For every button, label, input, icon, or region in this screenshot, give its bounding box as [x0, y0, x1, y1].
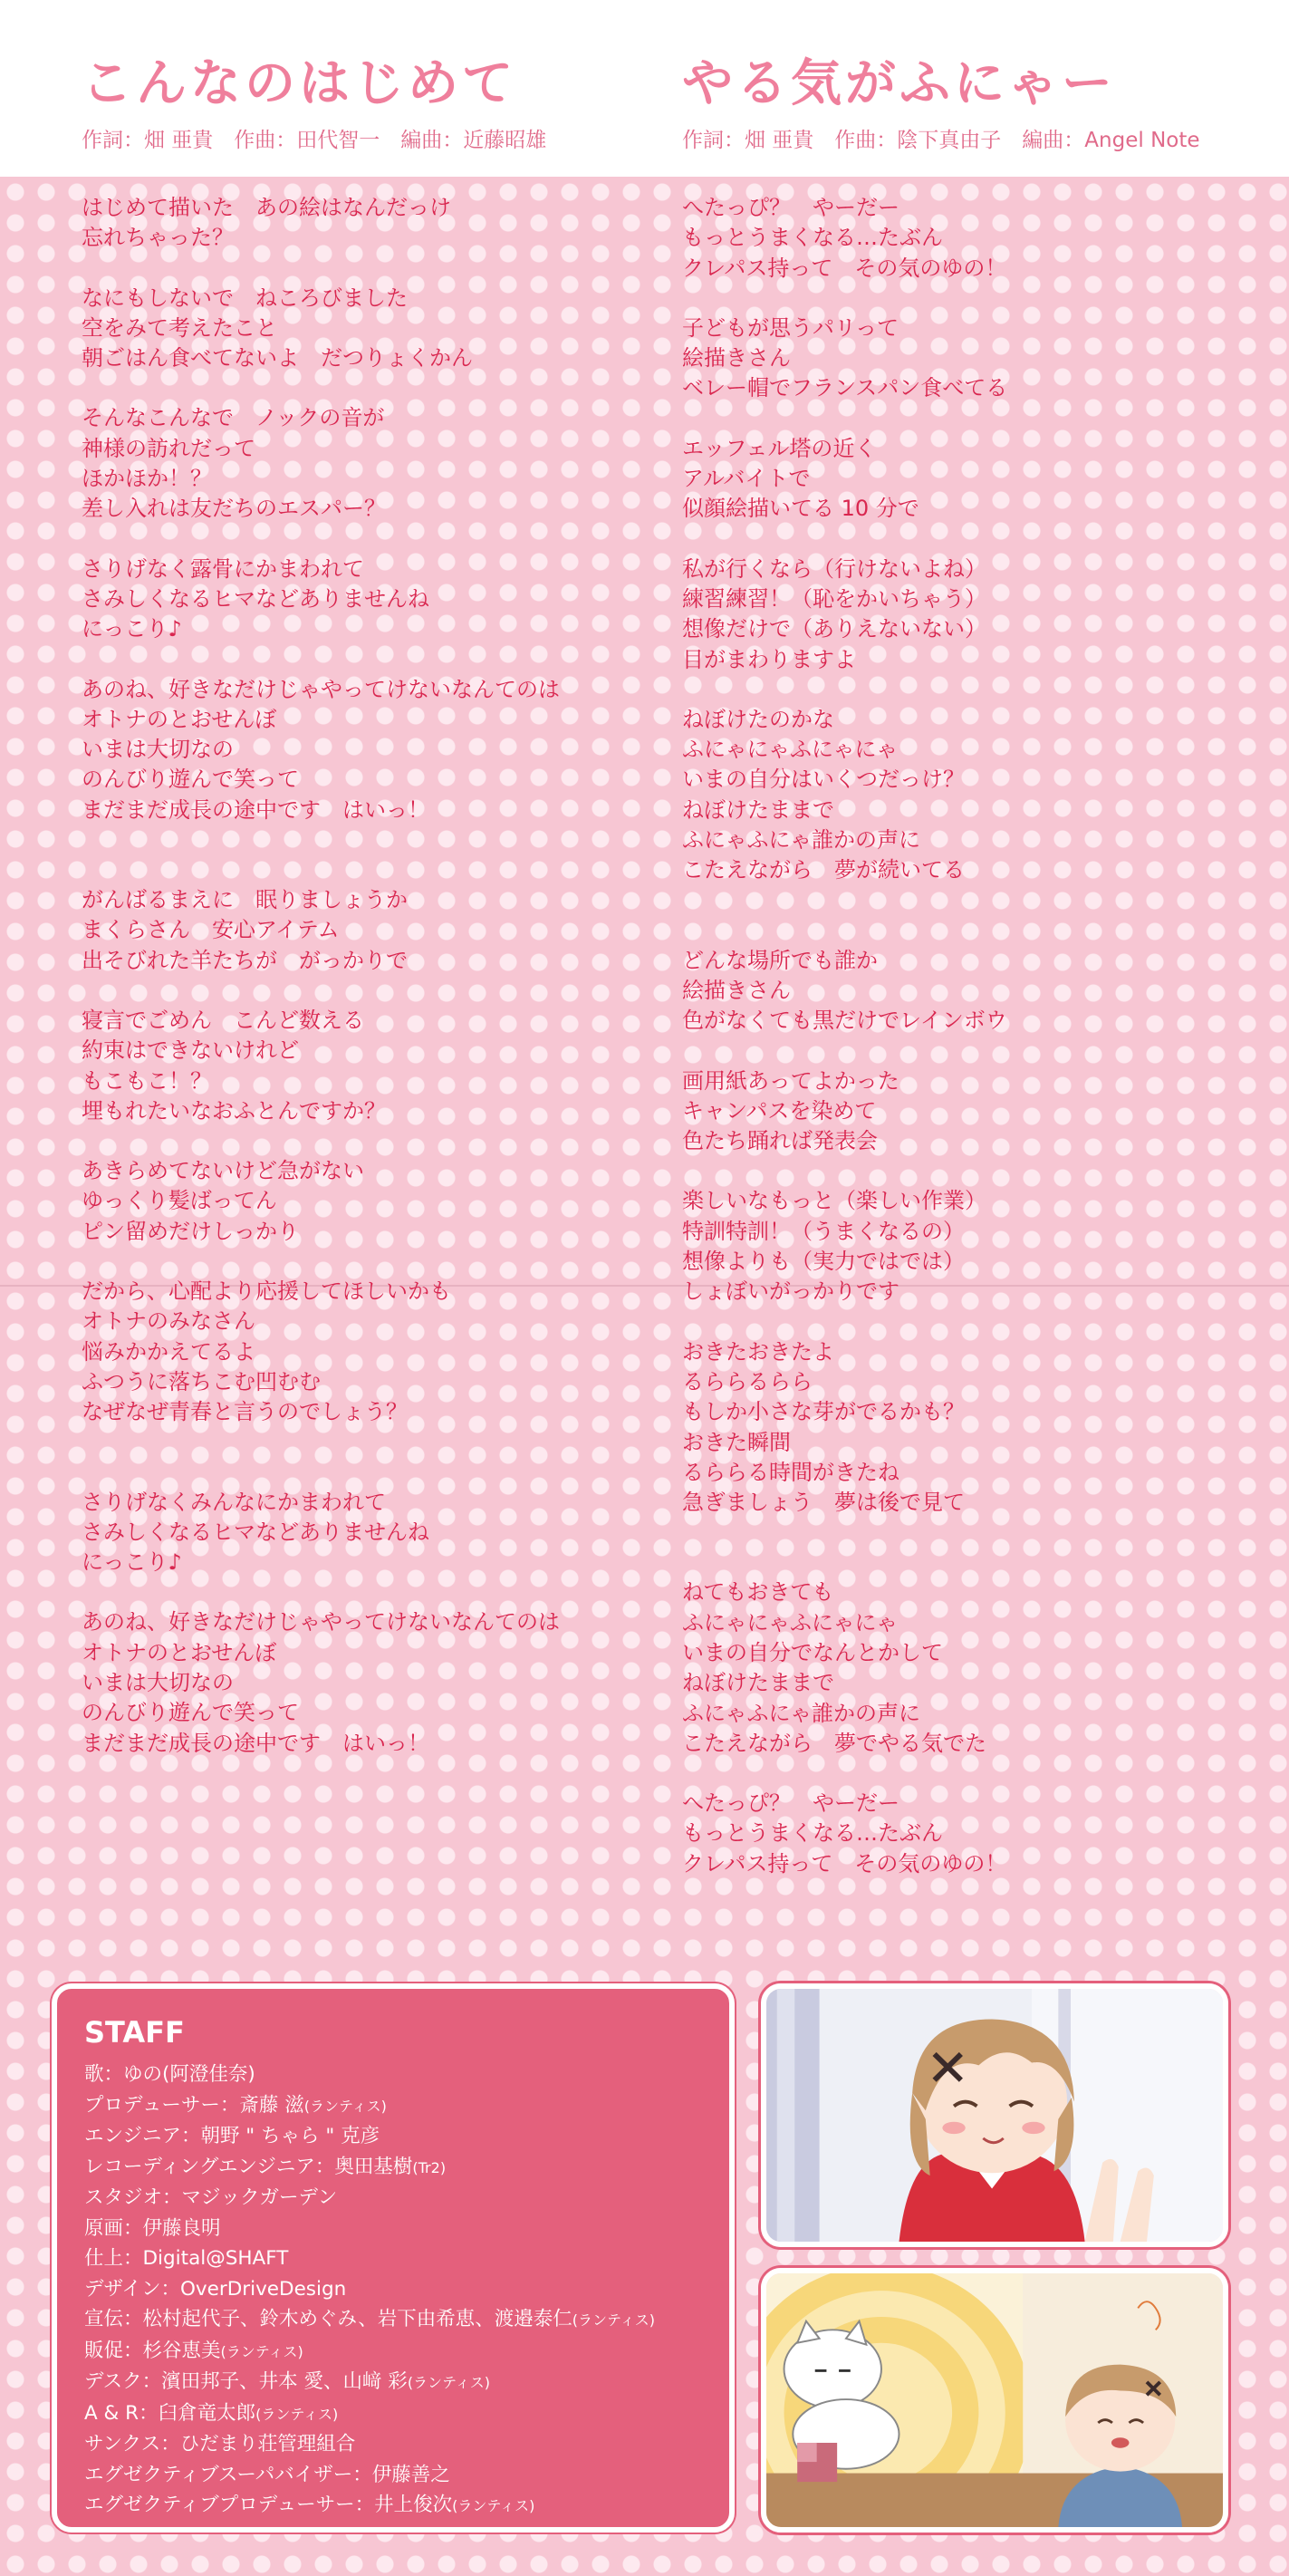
staff-credit-text: A & R：臼倉竜太郎: [84, 2401, 256, 2425]
staff-list: [84, 2060, 655, 2522]
staff-affiliation: (ランティス): [220, 2342, 303, 2360]
lyric-line: ふにゃふにゃ誰かの声に: [682, 827, 921, 854]
lyric-line: クレパス持って その気のゆの！: [682, 255, 1007, 281]
header: [0, 0, 1289, 177]
staff-credit-line: [84, 2090, 655, 2122]
lyric-line: 朝ごはん食べてないよ だつりょくかん: [82, 345, 473, 371]
staff-affiliation: (ランティス): [407, 2374, 491, 2391]
lyric-line: ほかほか！？: [82, 466, 212, 492]
lyric-line: にっこり♪: [82, 616, 182, 642]
lyrics-stanza: [682, 314, 1007, 404]
lyric-line: がんばるまえに 眠りましょうか: [82, 887, 408, 913]
illustration-cat-and-girl: [761, 2268, 1228, 2533]
staff-credit-line: [84, 2367, 655, 2398]
staff-credit-text: エグゼクティブスーパバイザー：伊藤善之: [84, 2463, 450, 2486]
lyric-line: もこもこ！？: [82, 1067, 212, 1094]
lyric-line: 練習練習！（恥をかいちゃう）: [682, 585, 986, 612]
staff-credit-text: 販促：杉谷恵美: [84, 2339, 221, 2362]
staff-credit-text: 宣伝：松村起代子、鈴木めぐみ、岩下由希恵、渡邉泰仁: [84, 2308, 572, 2330]
lyric-line: まだまだ成長の途中です はいっ！: [82, 1730, 429, 1756]
staff-credit-text: エグゼクティブプロデューサー：井上俊次: [84, 2494, 453, 2516]
lyric-line: あきらめてないけど急がない: [82, 1158, 364, 1184]
lyric-line: さりげなく露骨にかまわれて: [82, 555, 364, 582]
lyric-line: さみしくなるヒマなどありませんね: [82, 585, 429, 612]
staff-credit-text: 歌：ゆの(阿澄佳奈): [84, 2063, 255, 2086]
lyric-line: 忘れちゃった？: [82, 225, 234, 251]
lyric-line: どんな場所でも誰か: [682, 947, 878, 973]
lyrics-stanza: [82, 1006, 560, 1126]
lyric-line: エッフェル塔の近く: [682, 435, 877, 461]
lyric-line: だから、心配より応援してほしいかも: [82, 1278, 451, 1305]
lyrics-stanza: [82, 403, 560, 524]
staff-credit-line: [84, 2214, 655, 2244]
lyric-line: 楽しいなもっと（楽しい作業）: [682, 1188, 986, 1214]
staff-credits-box: [52, 1983, 735, 2533]
lyric-line: へたっぴ？ やーだー: [682, 1790, 899, 1817]
staff-credit-line: [84, 2183, 655, 2214]
staff-credit-line: [84, 2060, 655, 2090]
lyrics-stanza: [682, 1577, 1007, 1759]
lyric-line: るららるらら: [682, 1368, 813, 1394]
staff-affiliation: (ランティス): [572, 2311, 656, 2329]
lyric-line: まくらさん 安心アイテム: [82, 917, 340, 943]
lyrics-stanza: [82, 284, 560, 374]
staff-affiliation: (ランティス): [255, 2405, 339, 2423]
lyric-line: のんびり遊んで笑って: [82, 767, 299, 793]
lyric-line: ゆっくり髪ばってん: [82, 1188, 277, 1214]
staff-credit-text: 原画：伊藤良明: [84, 2216, 221, 2240]
lyric-line: ピン留めだけしっかり: [82, 1218, 299, 1244]
lyric-line: キャンパスを染めて: [682, 1097, 877, 1124]
lyric-line: 急ぎましょう 夢は後で見て: [682, 1490, 965, 1516]
staff-credit-line: [84, 2398, 655, 2430]
lyric-line: ねぼけたままで: [682, 1670, 834, 1696]
staff-affiliation: (ランティス): [452, 2497, 535, 2514]
lyric-line: 色たち踊れば発表会: [682, 1128, 878, 1154]
lyric-line: もっとうまくなる…たぶん: [682, 225, 943, 251]
lyrics-stanza: [682, 1337, 1007, 1519]
lyric-line: ふにゃにゃふにゃにゃ: [682, 1609, 899, 1635]
lyric-line: 約束はできないけれど: [82, 1037, 299, 1064]
lyric-line: オトナのみなさん: [82, 1308, 255, 1335]
cat-and-girl-drawing: [766, 2273, 1223, 2527]
lyric-line: もしか小さな芽がでるかも？: [682, 1399, 965, 1425]
lyric-line: るららる時間がきたね: [682, 1459, 899, 1485]
lyric-line: いまの自分でなんとかして: [682, 1639, 943, 1665]
lyric-line: 空をみて考えたこと: [82, 314, 277, 341]
lyric-line: にっこり♪: [82, 1549, 182, 1576]
lyric-line: ねぼけたのかな: [682, 706, 834, 732]
lyrics-stanza: [682, 555, 1007, 675]
lyric-line: まだまだ成長の途中です はいっ！: [82, 796, 429, 823]
staff-credit-line: [84, 2429, 655, 2460]
song1-credits: 作詞：畑 亜貴 作曲：田代智一 編曲：近藤昭雄: [82, 129, 547, 152]
staff-credit-text: レコーディングエンジニア：奥田基樹: [84, 2155, 413, 2178]
staff-affiliation: (Tr2): [412, 2158, 447, 2176]
lyric-line: 神様の訪れだって: [82, 435, 255, 461]
lyric-line: 絵描きさん: [682, 345, 791, 371]
song2-title: やる気がふにゃー: [682, 54, 1116, 113]
staff-credit-text: サンクス：ひだまり荘管理組合: [84, 2433, 356, 2455]
staff-title: STAFF: [84, 2015, 185, 2050]
illustration-smiling-girl: [761, 1983, 1228, 2247]
lyric-line: 似顔絵描いてる 10 分で: [682, 496, 919, 522]
staff-credit-line: [84, 2121, 655, 2152]
lyrics-stanza: [82, 1277, 560, 1427]
lyrics-stanza: [82, 1488, 560, 1578]
lyric-line: いまは大切なの: [82, 1669, 234, 1695]
lyric-line: あのね、好きなだけじゃやってけないなんてのは: [82, 676, 560, 702]
lyric-line: 出そびれた羊たちが がっかりで: [82, 947, 408, 973]
lyrics-stanza: [82, 675, 560, 825]
song1-title: こんなのはじめて: [82, 54, 516, 113]
staff-credit-line: [84, 2490, 655, 2522]
staff-credit-line: [84, 2274, 655, 2305]
staff-credit-text: デザイン：OverDriveDesign: [84, 2277, 347, 2301]
lyrics-stanza: [682, 1186, 1007, 1307]
lyric-line: はじめて描いた あの絵はなんだっけ: [82, 195, 451, 220]
lyric-line: 子どもが思うパリって: [682, 314, 899, 341]
lyric-line: 絵描きさん: [682, 977, 791, 1003]
lyric-line: アルバイトで: [682, 466, 811, 492]
lyrics-stanza: [82, 1156, 560, 1247]
lyrics-stanza: [682, 946, 1007, 1037]
lyric-line: おきた瞬間: [682, 1429, 791, 1455]
lyric-line: いまの自分はいくつだっけ？: [682, 767, 965, 793]
lyric-line: クレパス持って その気のゆの！: [682, 1850, 1007, 1877]
lyric-line: のんびり遊んで笑って: [82, 1700, 299, 1726]
lyrics-stanza: [682, 1066, 1007, 1157]
lyrics-stanza: [682, 1789, 1007, 1879]
staff-credit-line: [84, 2336, 655, 2368]
lyric-line: こたえながら 夢が続いてる: [682, 857, 965, 883]
lyrics-stanza: [82, 193, 560, 254]
lyrics-stanza: [682, 434, 1007, 525]
lyric-line: 色がなくても黒だけでレインボウ: [682, 1008, 1007, 1034]
lyric-line: オトナのとおせんぼ: [82, 706, 277, 732]
lyric-line: 埋もれたいなおふとんですか？: [82, 1097, 386, 1124]
lyric-line: こたえながら 夢でやる気でた: [682, 1730, 986, 1756]
staff-credit-line: [84, 2460, 655, 2491]
song2-credits: 作詞：畑 亜貴 作曲：陰下真由子 編曲：Angel Note: [682, 129, 1200, 152]
staff-credit-line: [84, 2152, 655, 2184]
smiling-girl-drawing: [766, 1989, 1223, 2242]
lyric-line: さみしくなるヒマなどありませんね: [82, 1519, 429, 1545]
lyric-line: ふにゃにゃふにゃにゃ: [682, 737, 899, 763]
staff-credit-text: エンジニア：朝野 " ちゃら " 克彦: [84, 2125, 380, 2147]
lyric-line: しょぼいがっかりです: [682, 1278, 899, 1305]
lyrics-stanza: [82, 555, 560, 645]
staff-affiliation: (ランティス): [303, 2097, 387, 2115]
staff-credit-line: [84, 2243, 655, 2274]
lyric-line: さりげなくみんなにかまわれて: [82, 1489, 386, 1515]
lyric-line: 目がまわりますよ: [682, 646, 856, 672]
lyric-line: 差し入れは友だちのエスパー？: [82, 496, 386, 522]
lyric-line: 想像だけで（ありえないない）: [682, 616, 986, 642]
lyric-line: おきたおきたよ: [682, 1338, 834, 1365]
lyric-line: オトナのとおせんぼ: [82, 1639, 277, 1665]
lyric-line: ねてもおきても: [682, 1579, 834, 1606]
staff-credit-text: デスク：濱田邦子、井本 愛、山﨑 彩: [84, 2370, 408, 2393]
lyric-line: 特訓特訓！（うまくなるの）: [682, 1218, 965, 1244]
lyrics-stanza: [82, 885, 560, 976]
lyric-line: なぜなぜ青春と言うのでしょう？: [82, 1399, 408, 1425]
lyric-line: そんなこんなで ノックの音が: [82, 405, 385, 431]
lyrics-stanza: [82, 1607, 560, 1758]
lyric-line: ふにゃふにゃ誰かの声に: [682, 1700, 921, 1726]
lyric-line: あのね、好きなだけじゃやってけないなんてのは: [82, 1609, 560, 1635]
staff-credit-text: プロデューサー：斎藤 滋: [84, 2093, 304, 2117]
lyric-line: 寝言でごめん こんど数える: [82, 1007, 364, 1033]
lyric-line: へたっぴ？ やーだー: [682, 195, 899, 220]
staff-credit-text: スタジオ：マジックガーデン: [84, 2186, 338, 2209]
lyric-line: なにもしないで ねころびました: [82, 285, 408, 311]
lyric-line: 悩みかかえてるよ: [82, 1338, 255, 1365]
staff-credit-text: 仕上：Digital@SHAFT: [84, 2247, 289, 2270]
lyrics-stanza: [682, 705, 1007, 886]
lyric-line: ふつうに落ちこむ凹むむ: [82, 1368, 321, 1394]
lyric-line: もっとうまくなる…たぶん: [682, 1820, 943, 1847]
lyric-line: いまは大切なの: [82, 737, 234, 763]
lyric-line: ねぼけたままで: [682, 796, 834, 823]
song1-lyrics: [82, 193, 560, 1789]
lyric-line: 想像よりも（実力ではでは）: [682, 1249, 965, 1275]
lyric-line: ベレー帽でフランスパン食べてる: [682, 375, 1008, 401]
staff-credit-line: [84, 2304, 655, 2336]
song2-lyrics: [682, 193, 1007, 1909]
lyric-line: 画用紙あってよかった: [682, 1067, 899, 1094]
lyrics-stanza: [682, 193, 1007, 284]
lyric-line: 私が行くなら（行けないよね）: [682, 555, 986, 582]
